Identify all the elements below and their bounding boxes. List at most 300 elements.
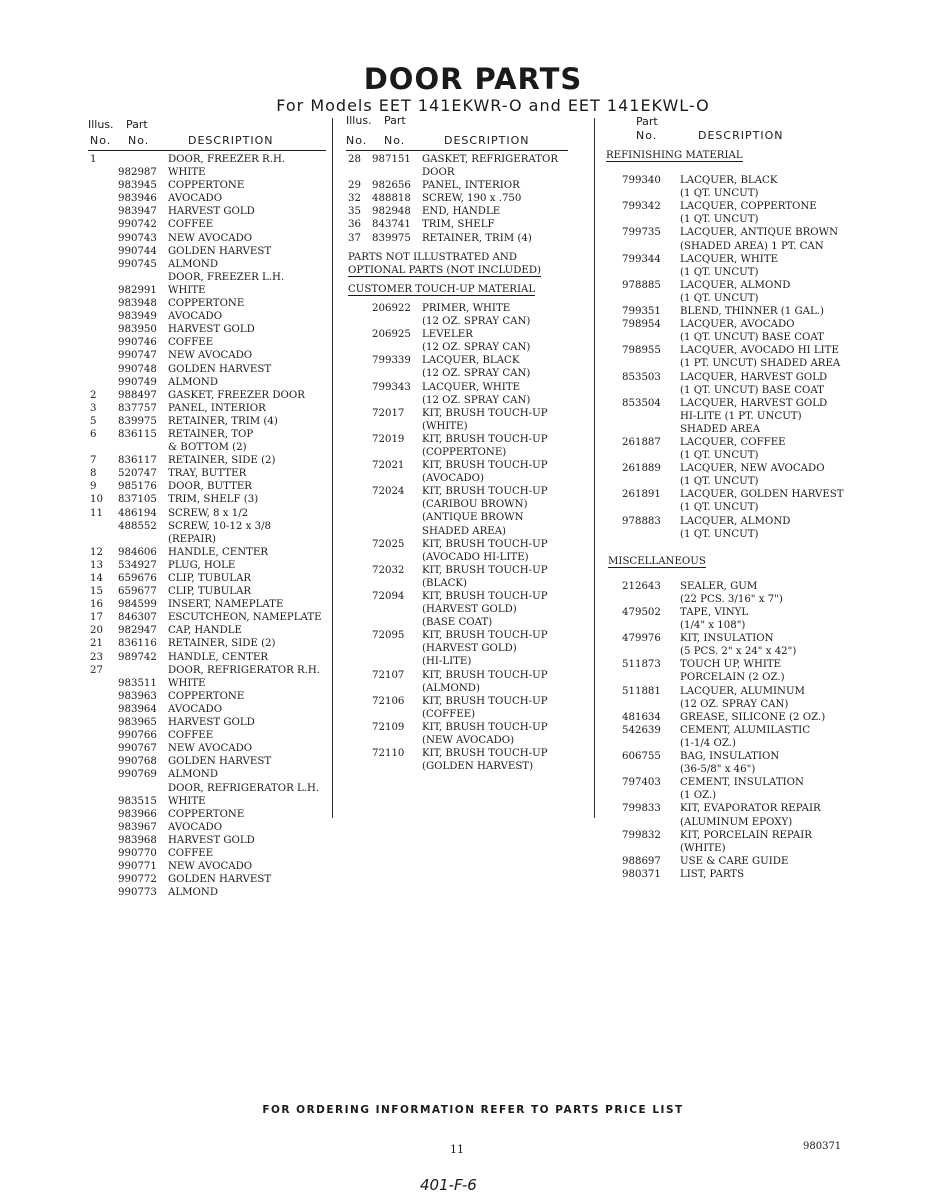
part-number: 72024 bbox=[372, 486, 405, 498]
list-item bbox=[88, 652, 326, 665]
illus-number: 2 bbox=[90, 389, 97, 401]
part-number: 983946 bbox=[118, 193, 157, 205]
part-number: 983967 bbox=[118, 821, 157, 833]
list-item bbox=[346, 316, 568, 329]
column-divider bbox=[594, 118, 595, 818]
list-item bbox=[606, 437, 846, 450]
list-item bbox=[606, 659, 846, 672]
list-item bbox=[88, 665, 326, 678]
part-number: 72110 bbox=[372, 748, 405, 760]
illus-number: 27 bbox=[90, 664, 103, 676]
part-number: 488552 bbox=[118, 520, 157, 532]
part-number: 990770 bbox=[118, 847, 157, 859]
list-item bbox=[346, 219, 568, 232]
part-number: 72021 bbox=[372, 460, 405, 472]
list-item bbox=[346, 617, 568, 630]
part-number: 511873 bbox=[622, 659, 661, 671]
list-item bbox=[88, 429, 326, 442]
part-description: COPPERTONE bbox=[168, 298, 245, 310]
part-description: HARVEST GOLD bbox=[168, 324, 255, 336]
part-description: ALMOND bbox=[168, 376, 218, 388]
part-number: 511881 bbox=[622, 685, 661, 697]
list-item bbox=[346, 473, 568, 486]
list-item bbox=[88, 678, 326, 691]
list-item bbox=[88, 586, 326, 599]
part-description: HARVEST GOLD bbox=[168, 206, 255, 218]
list-item bbox=[346, 526, 568, 539]
part-description: AVOCADO bbox=[168, 311, 223, 323]
part-description: TOUCH UP, WHITE bbox=[680, 659, 782, 671]
part-description: COFFEE bbox=[168, 730, 214, 742]
part-number: 72032 bbox=[372, 564, 405, 576]
header-part-no: No. bbox=[128, 134, 150, 147]
list-item bbox=[346, 193, 568, 206]
part-description: HARVEST GOLD bbox=[168, 834, 255, 846]
part-description: (ANTIQUE BROWN bbox=[422, 512, 524, 524]
part-description: SCREW, 8 x 1/2 bbox=[168, 507, 249, 519]
parts-column-1 bbox=[88, 116, 326, 900]
list-item bbox=[346, 206, 568, 219]
illus-number: 9 bbox=[90, 481, 97, 493]
part-description: LACQUER, WHITE bbox=[680, 253, 779, 265]
part-description: (12 OZ. SPRAY CAN) bbox=[680, 698, 789, 710]
part-number: 261887 bbox=[622, 436, 661, 448]
part-number: 212643 bbox=[622, 580, 661, 592]
list-item bbox=[606, 385, 846, 398]
part-number: 846307 bbox=[118, 612, 157, 624]
list-item bbox=[88, 521, 326, 534]
part-number: 990743 bbox=[118, 232, 157, 244]
part-description: (BLACK) bbox=[422, 577, 467, 589]
part-description: PANEL, INTERIOR bbox=[168, 402, 266, 414]
refinishing-list bbox=[606, 175, 846, 542]
parts-list bbox=[88, 154, 326, 900]
part-description: ESCUTCHEON, NAMEPLATE bbox=[168, 612, 322, 624]
part-description: (1 QT. UNCUT) bbox=[680, 188, 759, 200]
part-description: (1 QT. UNCUT) bbox=[680, 292, 759, 304]
illus-number: 36 bbox=[348, 219, 361, 231]
part-description: (COPPERTONE) bbox=[422, 446, 507, 458]
list-item bbox=[88, 259, 326, 272]
part-description: KIT, BRUSH TOUCH-UP bbox=[422, 721, 548, 733]
part-number: 799735 bbox=[622, 227, 661, 239]
part-number: 983949 bbox=[118, 311, 157, 323]
part-number: 836116 bbox=[118, 638, 157, 650]
list-item bbox=[346, 167, 568, 180]
part-description: DOOR bbox=[422, 167, 455, 179]
list-item bbox=[88, 769, 326, 782]
list-item bbox=[88, 756, 326, 769]
list-item bbox=[606, 267, 846, 280]
part-description: (12 OZ. SPRAY CAN) bbox=[422, 316, 531, 328]
list-item bbox=[606, 751, 846, 764]
list-item bbox=[346, 578, 568, 591]
part-number: 982656 bbox=[372, 180, 411, 192]
illus-number: 5 bbox=[90, 415, 97, 427]
part-description: GOLDEN HARVEST bbox=[168, 756, 272, 768]
part-description: DOOR, FREEZER L.H. bbox=[168, 271, 285, 283]
part-description: (1 QT. UNCUT) bbox=[680, 502, 759, 514]
part-description: (HARVEST GOLD) bbox=[422, 643, 517, 655]
list-item bbox=[346, 355, 568, 368]
part-description: COFFEE bbox=[168, 337, 214, 349]
list-item bbox=[346, 722, 568, 735]
header-rule bbox=[88, 150, 326, 151]
list-item bbox=[346, 329, 568, 342]
part-description: COPPERTONE bbox=[168, 180, 245, 192]
part-description: LACQUER, COFFEE bbox=[680, 436, 786, 448]
part-description: (1 QT. UNCUT) bbox=[680, 266, 759, 278]
part-description: (COFFEE) bbox=[422, 708, 476, 720]
part-description: GASKET, REFRIGERATOR bbox=[422, 154, 559, 165]
list-item bbox=[606, 254, 846, 267]
part-number: 534927 bbox=[118, 559, 157, 571]
section-heading: OPTIONAL PARTS (NOT INCLUDED) bbox=[348, 264, 541, 276]
part-description: COPPERTONE bbox=[168, 690, 245, 702]
list-item bbox=[606, 463, 846, 476]
part-number: 978885 bbox=[622, 279, 661, 291]
part-description: (12 OZ. SPRAY CAN) bbox=[422, 342, 531, 354]
list-item bbox=[606, 241, 846, 254]
part-description: LACQUER, AVOCADO HI LITE bbox=[680, 345, 839, 357]
part-description: (5 PCS. 2" x 24" x 42") bbox=[680, 646, 797, 658]
column-header bbox=[606, 116, 846, 152]
part-description: CLIP, TUBULAR bbox=[168, 573, 252, 584]
list-item bbox=[606, 699, 846, 712]
illus-number: 14 bbox=[90, 573, 103, 584]
section-heading: CUSTOMER TOUCH-UP MATERIAL bbox=[348, 283, 536, 295]
list-item bbox=[346, 368, 568, 381]
part-number: 261891 bbox=[622, 489, 661, 501]
list-item bbox=[88, 560, 326, 573]
part-description: LACQUER, BLACK bbox=[422, 355, 520, 367]
part-number: 72025 bbox=[372, 538, 405, 550]
illus-number: 3 bbox=[90, 402, 97, 414]
part-description: CEMENT, INSULATION bbox=[680, 777, 804, 789]
list-item bbox=[88, 796, 326, 809]
illus-number: 32 bbox=[348, 193, 361, 205]
list-item bbox=[346, 233, 568, 246]
list-item bbox=[606, 607, 846, 620]
part-description: LIST, PARTS bbox=[680, 868, 745, 880]
part-description: KIT, BRUSH TOUCH-UP bbox=[422, 669, 548, 681]
part-number: 836115 bbox=[118, 428, 157, 440]
part-number: 799344 bbox=[622, 253, 661, 265]
part-description: (ALMOND) bbox=[422, 682, 480, 694]
list-item bbox=[88, 272, 326, 285]
header-illus: Illus. bbox=[346, 114, 372, 127]
list-item bbox=[88, 350, 326, 363]
list-item bbox=[88, 704, 326, 717]
list-item bbox=[346, 421, 568, 434]
list-item bbox=[88, 887, 326, 900]
list-item bbox=[606, 843, 846, 856]
illus-number: 6 bbox=[90, 428, 97, 440]
list-item bbox=[606, 476, 846, 489]
list-item bbox=[346, 709, 568, 722]
illus-number: 15 bbox=[90, 586, 103, 598]
part-number: 479976 bbox=[622, 633, 661, 645]
part-number: 990747 bbox=[118, 350, 157, 362]
list-item bbox=[606, 306, 846, 319]
list-item bbox=[346, 539, 568, 552]
list-item bbox=[346, 303, 568, 316]
part-number: 797403 bbox=[622, 777, 661, 789]
list-item bbox=[88, 508, 326, 521]
list-item bbox=[88, 743, 326, 756]
part-description: LACQUER, AVOCADO bbox=[680, 319, 795, 331]
part-description: LACQUER, COPPERTONE bbox=[680, 201, 817, 213]
part-number: 799340 bbox=[622, 175, 661, 187]
list-item bbox=[88, 809, 326, 822]
list-item bbox=[346, 748, 568, 761]
list-item bbox=[606, 424, 846, 437]
list-item bbox=[88, 481, 326, 494]
part-description: KIT, PORCELAIN REPAIR bbox=[680, 829, 812, 841]
list-item bbox=[346, 604, 568, 617]
part-number: 839975 bbox=[372, 232, 411, 244]
part-number: 798954 bbox=[622, 319, 661, 331]
part-description: (WHITE) bbox=[422, 420, 468, 432]
parts-list bbox=[346, 154, 568, 246]
parts-column-2 bbox=[346, 116, 568, 774]
part-description: (1 QT. UNCUT) bbox=[680, 476, 759, 488]
part-description: (36-5/8" x 46") bbox=[680, 764, 756, 776]
handwritten-note: 401-F-6 bbox=[420, 1176, 477, 1194]
part-number: 72109 bbox=[372, 721, 405, 733]
list-item bbox=[346, 395, 568, 408]
list-item bbox=[88, 442, 326, 455]
part-description: LACQUER, ALUMINUM bbox=[680, 685, 805, 697]
list-item bbox=[606, 581, 846, 594]
part-description: (REPAIR) bbox=[168, 533, 217, 545]
part-number: 983515 bbox=[118, 795, 157, 807]
part-number: 72107 bbox=[372, 669, 405, 681]
part-description: AVOCADO bbox=[168, 193, 223, 205]
list-item bbox=[88, 822, 326, 835]
list-item bbox=[606, 803, 846, 816]
list-item bbox=[606, 332, 846, 345]
part-number: 799351 bbox=[622, 306, 661, 318]
part-number: 989742 bbox=[118, 651, 157, 663]
illus-number: 1 bbox=[90, 154, 97, 165]
part-number: 479502 bbox=[622, 607, 661, 618]
part-description: RETAINER, SIDE (2) bbox=[168, 638, 276, 650]
part-number: 990744 bbox=[118, 245, 157, 257]
list-item bbox=[606, 345, 846, 358]
misc-list bbox=[606, 581, 846, 882]
list-item bbox=[346, 460, 568, 473]
part-description: RETAINER, TRIM (4) bbox=[168, 415, 278, 427]
list-item bbox=[88, 233, 326, 246]
list-item bbox=[606, 856, 846, 869]
part-description: KIT, INSULATION bbox=[680, 633, 774, 645]
part-number: 990767 bbox=[118, 743, 157, 755]
part-description: (SHADED AREA) 1 PT. CAN bbox=[680, 240, 824, 252]
part-description: TRAY, BUTTER bbox=[168, 468, 247, 480]
list-item bbox=[346, 382, 568, 395]
header-illus-no: No. bbox=[346, 134, 368, 147]
illus-number: 13 bbox=[90, 559, 103, 571]
part-number: 659677 bbox=[118, 586, 157, 598]
list-item bbox=[88, 848, 326, 861]
list-item bbox=[346, 670, 568, 683]
illus-number: 8 bbox=[90, 468, 97, 480]
illus-number: 10 bbox=[90, 494, 103, 506]
part-description: GOLDEN HARVEST bbox=[168, 245, 272, 257]
list-item bbox=[606, 450, 846, 463]
list-item bbox=[606, 646, 846, 659]
part-number: 481634 bbox=[622, 711, 661, 723]
list-item bbox=[606, 358, 846, 371]
page-number: 11 bbox=[450, 1143, 464, 1156]
illus-number: 7 bbox=[90, 455, 97, 467]
list-item bbox=[606, 319, 846, 332]
parts-column-3 bbox=[606, 116, 846, 882]
section-heading: PARTS NOT ILLUSTRATED AND bbox=[348, 251, 517, 263]
part-description: (12 OZ. SPRAY CAN) bbox=[422, 368, 531, 380]
part-description: KIT, EVAPORATOR REPAIR bbox=[680, 803, 821, 815]
part-description: DOOR, FREEZER R.H. bbox=[168, 154, 286, 165]
list-item bbox=[346, 696, 568, 709]
part-description: (1 PT. UNCUT) SHADED AREA bbox=[680, 358, 841, 370]
part-description: (NEW AVOCADO) bbox=[422, 735, 515, 747]
part-number: 982987 bbox=[118, 167, 157, 179]
list-item bbox=[88, 154, 326, 167]
part-number: 206925 bbox=[372, 329, 411, 341]
list-item bbox=[606, 817, 846, 830]
part-description: DOOR, REFRIGERATOR L.H. bbox=[168, 782, 320, 794]
part-number: 990745 bbox=[118, 258, 157, 270]
part-number: 982991 bbox=[118, 284, 157, 296]
part-number: 990766 bbox=[118, 730, 157, 742]
list-item bbox=[606, 398, 846, 411]
illus-number: 29 bbox=[348, 180, 361, 192]
part-description: LACQUER, GOLDEN HARVEST bbox=[680, 489, 844, 501]
list-item bbox=[88, 599, 326, 612]
illus-number: 11 bbox=[90, 507, 103, 519]
part-description: GREASE, SILICONE (2 OZ.) bbox=[680, 711, 826, 723]
part-description: KIT, BRUSH TOUCH-UP bbox=[422, 433, 548, 445]
part-description: (1-1/4 OZ.) bbox=[680, 737, 736, 749]
part-description: KIT, BRUSH TOUCH-UP bbox=[422, 591, 548, 602]
part-description: WHITE bbox=[168, 795, 206, 807]
part-description: (1 QT. UNCUT) BASE COAT bbox=[680, 384, 824, 396]
list-item bbox=[606, 830, 846, 843]
list-item bbox=[606, 712, 846, 725]
part-description: PLUG, HOLE bbox=[168, 559, 236, 571]
list-item bbox=[346, 408, 568, 421]
part-description: TRIM, SHELF (3) bbox=[168, 494, 259, 506]
part-number: 984606 bbox=[118, 546, 157, 558]
part-description: (1 QT. UNCUT) bbox=[680, 214, 759, 226]
part-description: PORCELAIN (2 OZ.) bbox=[680, 672, 785, 684]
list-item bbox=[346, 630, 568, 643]
part-number: 488818 bbox=[372, 193, 411, 205]
part-number: 843741 bbox=[372, 219, 411, 231]
list-item bbox=[606, 188, 846, 201]
list-item bbox=[88, 416, 326, 429]
part-description: RETAINER, SIDE (2) bbox=[168, 455, 276, 467]
part-number: 983964 bbox=[118, 703, 157, 715]
list-item bbox=[606, 280, 846, 293]
part-number: 982948 bbox=[372, 206, 411, 218]
part-number: 980371 bbox=[622, 868, 661, 880]
list-item bbox=[88, 468, 326, 481]
part-number: 206922 bbox=[372, 302, 411, 314]
list-item bbox=[606, 201, 846, 214]
list-item bbox=[606, 672, 846, 685]
part-number: 983945 bbox=[118, 180, 157, 192]
part-description: (1 QT. UNCUT) BASE COAT bbox=[680, 332, 824, 344]
list-item bbox=[88, 337, 326, 350]
list-item bbox=[606, 620, 846, 633]
part-description: SEALER, GUM bbox=[680, 580, 758, 592]
illus-number: 16 bbox=[90, 599, 103, 611]
touchup-list bbox=[346, 303, 568, 774]
part-description: INSERT, NAMEPLATE bbox=[168, 599, 284, 611]
header-part: Part bbox=[126, 118, 148, 131]
illus-number: 37 bbox=[348, 232, 361, 244]
list-item bbox=[606, 214, 846, 227]
list-item bbox=[88, 364, 326, 377]
part-number: 985176 bbox=[118, 481, 157, 493]
part-description: CLIP, TUBULAR bbox=[168, 586, 252, 598]
list-item bbox=[606, 502, 846, 515]
part-description: GASKET, FREEZER DOOR bbox=[168, 389, 305, 401]
list-item bbox=[606, 411, 846, 424]
part-description: DOOR, BUTTER bbox=[168, 481, 252, 493]
list-item bbox=[88, 534, 326, 547]
list-item bbox=[88, 377, 326, 390]
part-number: 799343 bbox=[372, 381, 411, 393]
header-illus-no: No. bbox=[90, 134, 112, 147]
part-number: 990769 bbox=[118, 769, 157, 781]
part-description: KIT, BRUSH TOUCH-UP bbox=[422, 486, 548, 498]
list-item bbox=[606, 725, 846, 738]
list-item bbox=[606, 293, 846, 306]
list-item bbox=[88, 455, 326, 468]
section-heading: MISCELLANEOUS bbox=[608, 555, 706, 567]
part-description: PRIMER, WHITE bbox=[422, 302, 511, 314]
part-description: ALMOND bbox=[168, 769, 218, 781]
part-description: KIT, BRUSH TOUCH-UP bbox=[422, 630, 548, 642]
part-description: WHITE bbox=[168, 284, 206, 296]
part-number: 837105 bbox=[118, 494, 157, 506]
part-number: 798955 bbox=[622, 345, 661, 357]
part-description: COPPERTONE bbox=[168, 808, 245, 820]
part-description: (HARVEST GOLD) bbox=[422, 604, 517, 616]
part-number: 799832 bbox=[622, 829, 661, 841]
part-number: 72017 bbox=[372, 407, 405, 419]
part-description: LACQUER, ALMOND bbox=[680, 515, 791, 527]
part-description: SHADED AREA bbox=[680, 423, 761, 435]
header-description: DESCRIPTION bbox=[698, 129, 784, 142]
illus-number: 20 bbox=[90, 625, 103, 637]
part-number: 990772 bbox=[118, 874, 157, 886]
part-number: 984599 bbox=[118, 599, 157, 611]
list-item bbox=[346, 486, 568, 499]
part-description: (12 OZ. SPRAY CAN) bbox=[422, 394, 531, 406]
part-number: 983968 bbox=[118, 834, 157, 846]
list-item bbox=[346, 499, 568, 512]
part-description: KIT, BRUSH TOUCH-UP bbox=[422, 460, 548, 472]
header-rule bbox=[346, 150, 568, 151]
illus-number: 21 bbox=[90, 638, 103, 650]
part-description: BAG, INSULATION bbox=[680, 751, 780, 763]
list-item bbox=[606, 686, 846, 699]
list-item bbox=[346, 656, 568, 669]
